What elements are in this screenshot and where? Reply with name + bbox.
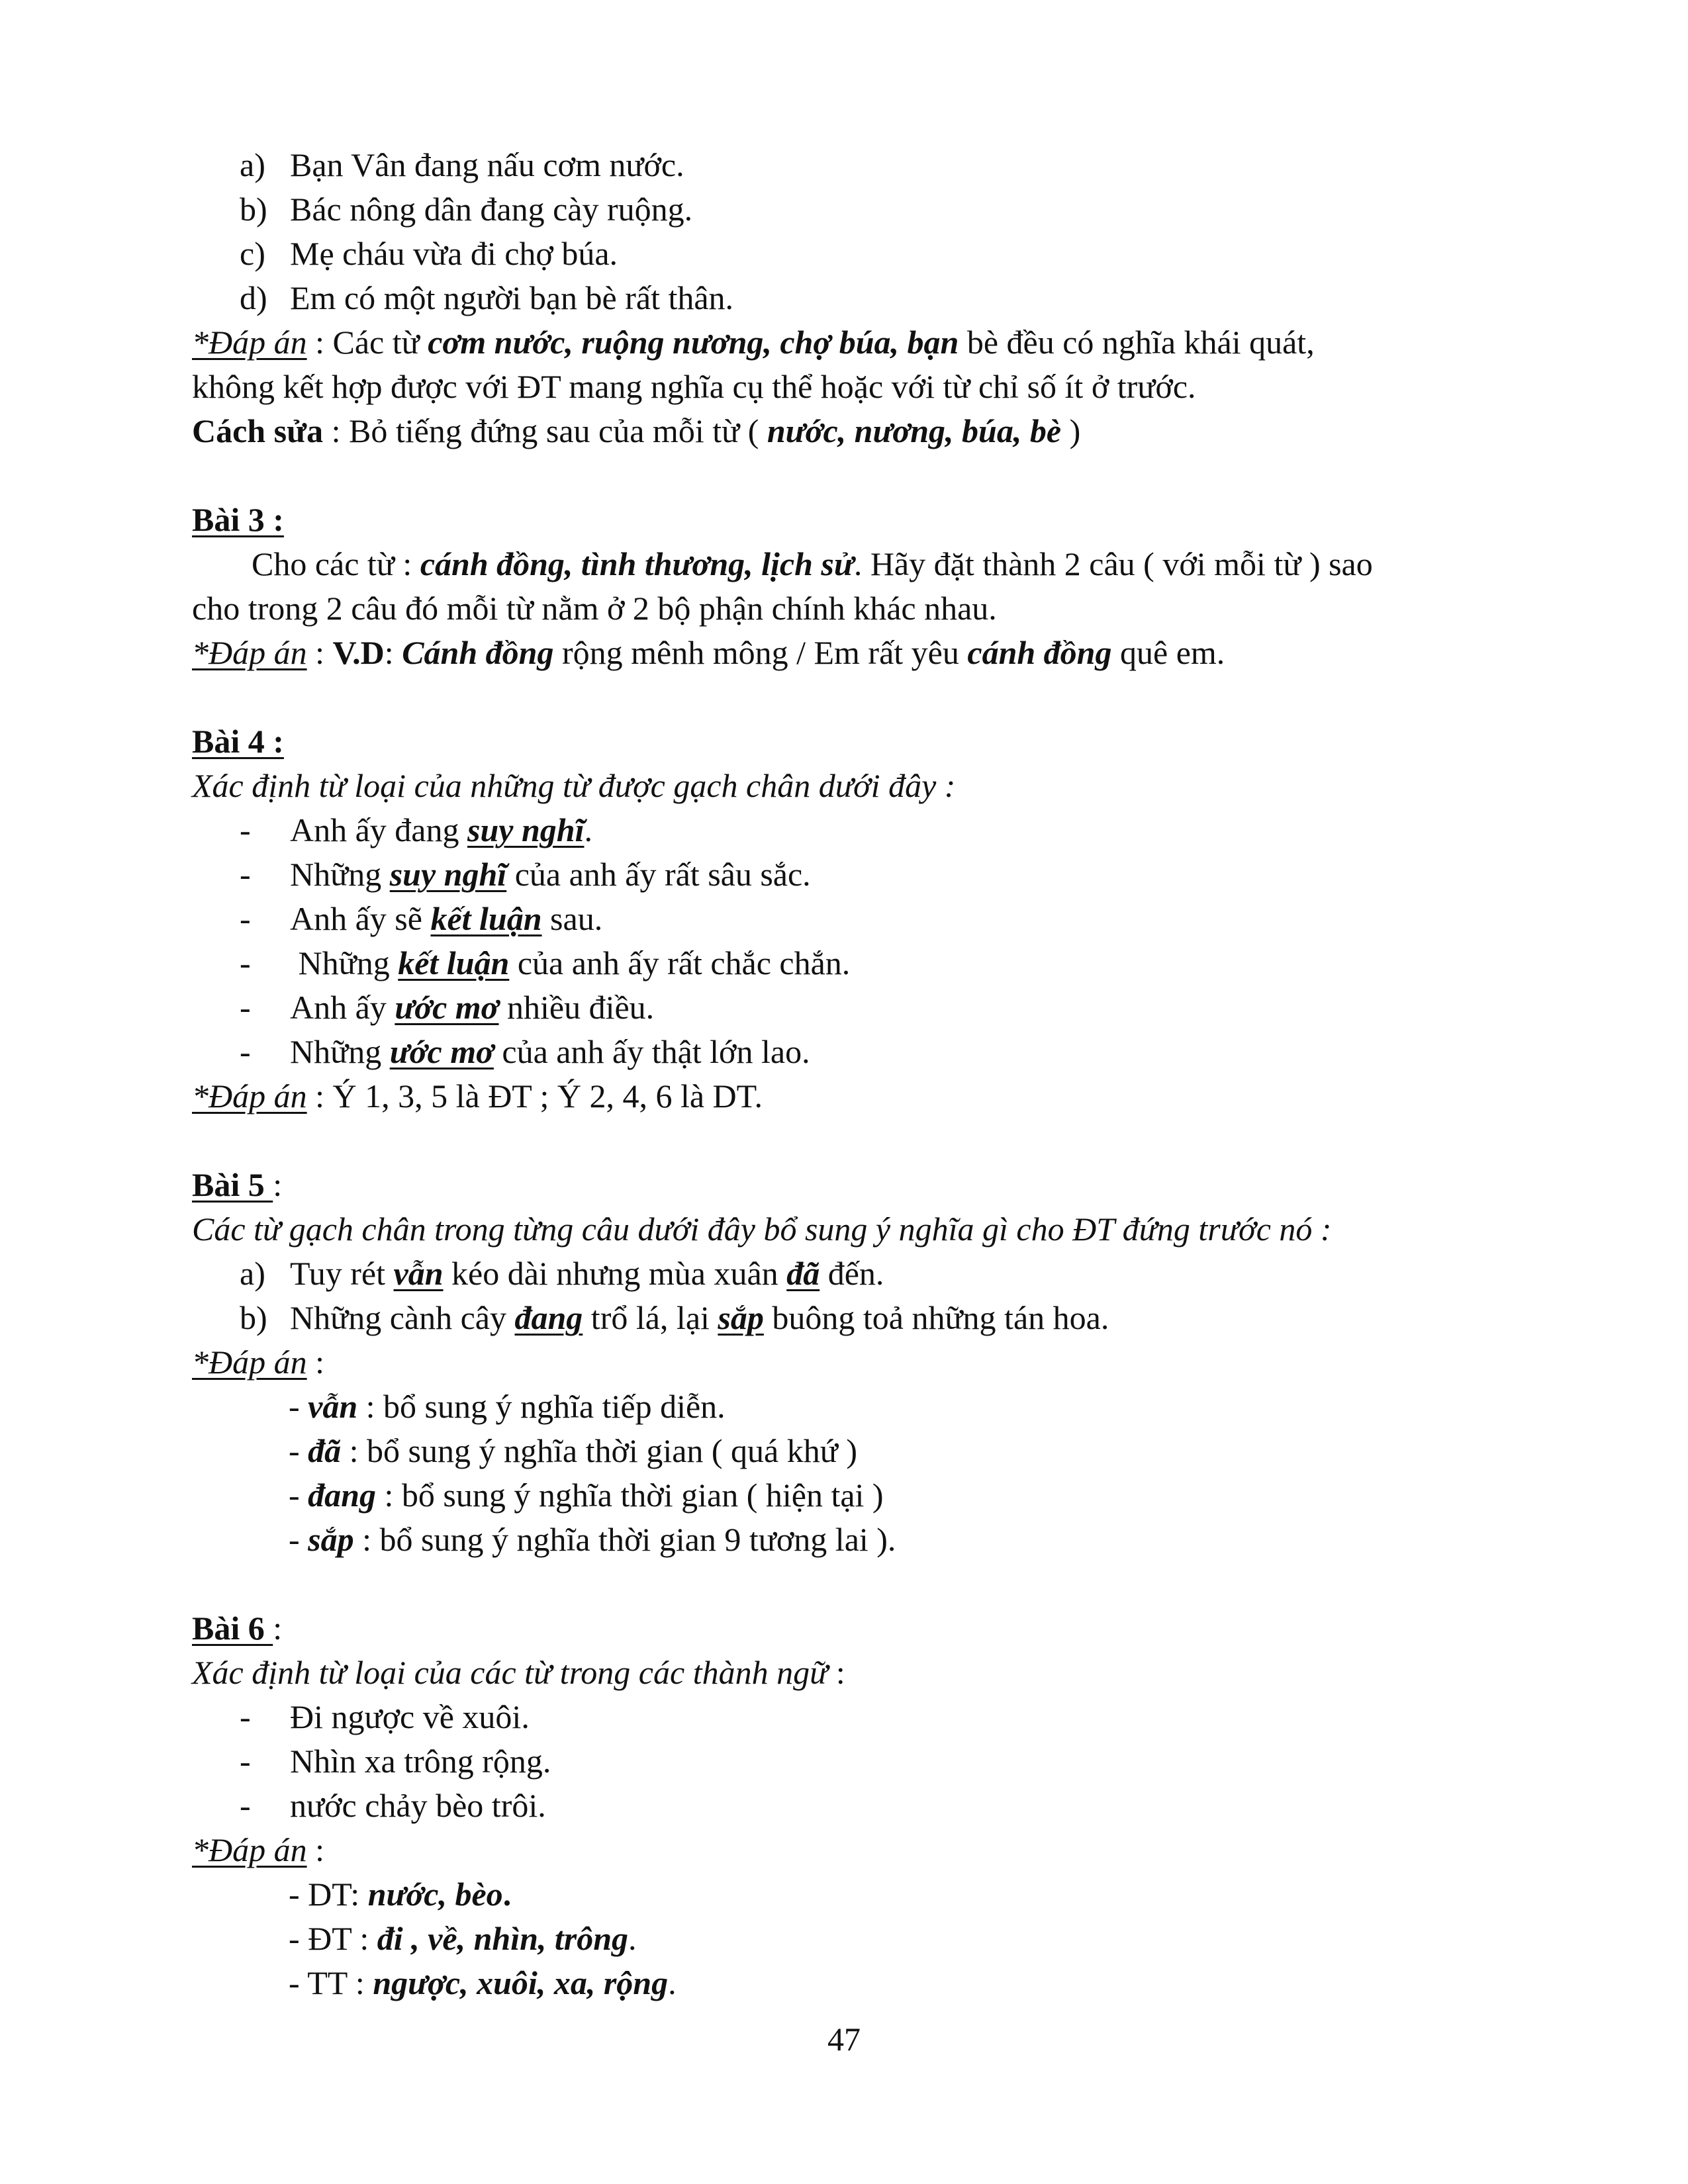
- list-item: c) Mẹ cháu vừa đi chợ búa.: [240, 235, 618, 272]
- dash-bullet: -: [240, 1787, 251, 1824]
- exercise-title: Bài 5 :: [192, 1166, 283, 1203]
- paragraph-line: cho trong 2 câu đó mỗi từ nằm ở 2 bộ phận chính khác nhau.: [192, 590, 997, 627]
- list-item: - Anh ấy sẽ kết luận sau.: [240, 897, 602, 941]
- answer-item: - ĐT : đi , về, nhìn, trông.: [289, 1920, 637, 1957]
- exercise-prompt: Xác định từ loại của những từ được gạch chân dưới đây :: [192, 767, 956, 804]
- answer-line: *Đáp án : Các từ cơm nước, ruộng nương, chợ búa, bạn bè đều có nghĩa khái quát,: [192, 324, 1315, 361]
- answer-item: - đang : bổ sung ý nghĩa thời gian ( hiện tại ): [289, 1477, 884, 1514]
- exercise-title: Bài 4 :: [192, 723, 284, 760]
- answer-line: *Đáp án :: [192, 1343, 325, 1381]
- answer-item: - đã : bổ sung ý nghĩa thời gian ( quá khứ ): [289, 1432, 857, 1469]
- list-item: - Anh ấy ước mơ nhiều điều.: [240, 985, 654, 1030]
- dash-bullet: -: [240, 989, 251, 1026]
- list-item: - Nhìn xa trông rộng.: [240, 1739, 551, 1784]
- list-item: - nước chảy bèo trôi.: [240, 1784, 546, 1828]
- dash-bullet: -: [240, 1743, 251, 1780]
- list-item: - Những suy nghĩ của anh ấy rất sâu sắc.: [240, 852, 811, 897]
- dash-bullet: -: [240, 1033, 251, 1070]
- dash-bullet: -: [240, 1698, 251, 1735]
- paragraph-line: Cho các từ : cánh đồng, tình thương, lịch sử. Hãy đặt thành 2 câu ( với mỗi từ ) sao: [252, 545, 1373, 582]
- list-item: a) Bạn Vân đang nấu cơm nước.: [240, 146, 684, 183]
- exercise-title: Bài 6 :: [192, 1610, 283, 1647]
- list-item: - Những ước mơ của anh ấy thật lớn lao.: [240, 1030, 810, 1074]
- page-number: 47: [827, 2021, 861, 2058]
- dash-bullet: -: [240, 900, 251, 937]
- exercise-title: Bài 3 :: [192, 501, 284, 538]
- fix-line: Cách sửa : Bỏ tiếng đứng sau của mỗi từ ( nước, nương, búa, bè ): [192, 412, 1081, 449]
- answer-line: *Đáp án : V.D: Cánh đồng rộng mênh mông / Em rất yêu cánh đồng quê em.: [192, 634, 1225, 671]
- list-item: b) Những cành cây đang trổ lá, lại sắp buông toả những tán hoa.: [240, 1299, 1109, 1336]
- list-item: - Những kết luận của anh ấy rất chắc chắn.: [240, 941, 850, 985]
- answer-item: - DT: nước, bèo.: [289, 1876, 512, 1913]
- dash-bullet: -: [240, 856, 251, 893]
- exercise-prompt: Các từ gạch chân trong từng câu dưới đây bổ sung ý nghĩa gì cho ĐT đứng trước nó :: [192, 1210, 1332, 1248]
- answer-line: không kết hợp được với ĐT mang nghĩa cụ thể hoặc với từ chỉ số ít ở trước.: [192, 368, 1196, 405]
- answer-item: - vẫn : bổ sung ý nghĩa tiếp diễn.: [289, 1388, 726, 1425]
- answer-line: *Đáp án :: [192, 1831, 325, 1868]
- list-item: a) Tuy rét vẫn kéo dài nhưng mùa xuân đã đến.: [240, 1255, 884, 1292]
- list-item: - Anh ấy đang suy nghĩ.: [240, 808, 592, 852]
- list-item: - Đi ngược về xuôi.: [240, 1695, 530, 1739]
- exercise-prompt: Xác định từ loại của các từ trong các thành ngữ :: [192, 1654, 845, 1691]
- dash-bullet: -: [240, 944, 251, 981]
- answer-item: - sắp : bổ sung ý nghĩa thời gian 9 tương lai ).: [289, 1521, 896, 1558]
- answer-item: - TT : ngược, xuôi, xa, rộng.: [289, 1964, 677, 2001]
- dash-bullet: -: [240, 811, 251, 848]
- answer-line: *Đáp án : Ý 1, 3, 5 là ĐT ; Ý 2, 4, 6 là DT.: [192, 1077, 763, 1115]
- list-item: d) Em có một người bạn bè rất thân.: [240, 279, 734, 316]
- list-item: b) Bác nông dân đang cày ruộng.: [240, 191, 693, 228]
